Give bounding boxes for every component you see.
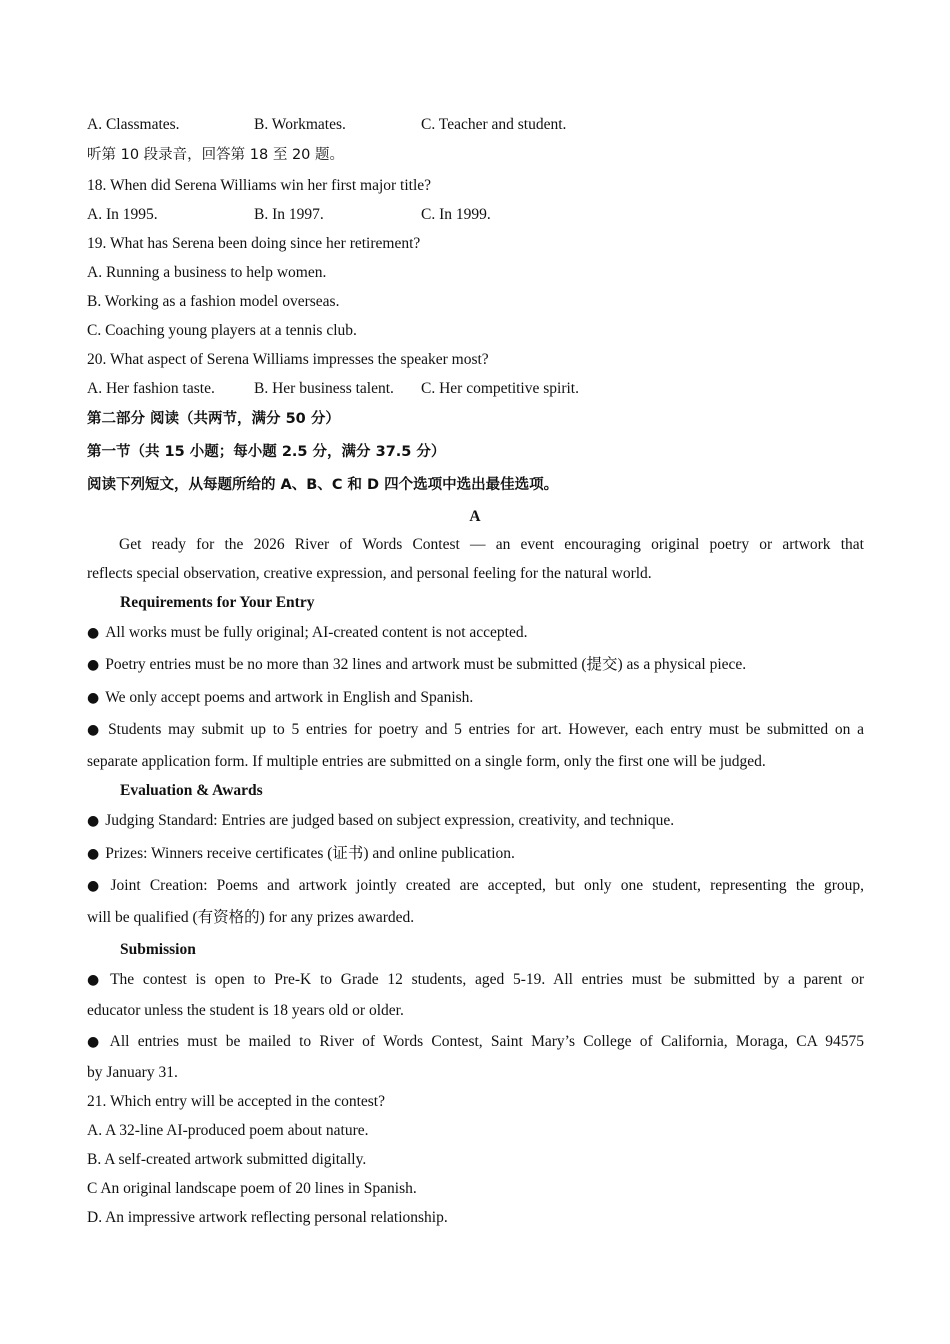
submission-1 — [87, 970, 864, 990]
evaluation-2 — [87, 844, 515, 864]
submission-2 — [87, 1032, 864, 1052]
q20-stem: 20. What aspect of Serena Williams impresses the speaker most? — [87, 351, 489, 368]
bullet-icon: ● — [87, 625, 100, 641]
q19-stem: 19. What has Serena been doing since her retirement? — [87, 235, 421, 252]
option-a: A. Classmates. — [87, 116, 180, 133]
q19-option-c: C. Coaching young players at a tennis club. — [87, 322, 357, 339]
bullet-icon: ● — [87, 722, 103, 738]
intro-line-1: Get ready for the 2026 River of Words Contest — an event encouraging original poetry or artwork that — [119, 536, 864, 553]
evaluation-heading: Evaluation & Awards — [120, 782, 263, 799]
requirement-text: Students may submit up to 5 entries for poetry and 5 entries for art. However, each entry must be submitted on a — [108, 721, 864, 738]
option-b: B. Workmates. — [254, 116, 346, 133]
reading-instructions: 阅读下列短文，从每题所给的 A、B、C 和 D 四个选项中选出最佳选项。 — [87, 477, 559, 493]
bullet-icon: ● — [87, 972, 105, 988]
option-b: B. In 1997. — [254, 206, 324, 223]
option-a: A. Her fashion taste. — [87, 380, 215, 397]
evaluation-3 — [87, 876, 864, 896]
requirement-2 — [87, 655, 746, 675]
evaluation-3-cont: will be qualified (有资格的) for any prizes awarded. — [87, 909, 415, 926]
part-2-heading: 第二部分 阅读（共两节，满分 50 分） — [87, 411, 340, 427]
bullet-icon: ● — [87, 878, 105, 894]
requirement-1 — [87, 623, 527, 643]
requirement-4-cont: separate application form. If multiple entries are submitted on a single form, only the first one will be judged. — [87, 753, 766, 770]
bullet-icon: ● — [87, 690, 100, 706]
submission-text: The contest is open to Pre-K to Grade 12 students, aged 5-19. All entries must be submitted by a parent or — [110, 971, 865, 988]
option-c: C. Teacher and student. — [421, 116, 567, 133]
evaluation-text: Judging Standard: Entries are judged based on subject expression, creativity, and technique. — [105, 812, 675, 829]
q21-option-c: C An original landscape poem of 20 lines in Spanish. — [87, 1180, 417, 1197]
q19-option-b: B. Working as a fashion model overseas. — [87, 293, 340, 310]
requirement-text: We only accept poems and artwork in English and Spanish. — [105, 689, 474, 706]
bullet-icon: ● — [87, 1034, 104, 1050]
evaluation-text: Joint Creation: Poems and artwork jointly created are accepted, but only one student, representing the group, — [110, 877, 864, 894]
bullet-icon: ● — [87, 657, 100, 673]
submission-text: All entries must be mailed to River of Words Contest, Saint Mary’s College of California, Moraga, CA 94575 — [109, 1033, 864, 1050]
submission-1-cont: educator unless the student is 18 years old or older. — [87, 1002, 404, 1019]
option-a: A. In 1995. — [87, 206, 158, 223]
intro-line-2: reflects special observation, creative expression, and personal feeling for the natural world. — [87, 565, 652, 582]
section-10-instruction: 听第 10 段录音，回答第 18 至 20 题。 — [87, 147, 345, 163]
bullet-icon: ● — [87, 813, 100, 829]
q18-stem: 18. When did Serena Williams win her first major title? — [87, 177, 432, 194]
option-c: C. In 1999. — [421, 206, 491, 223]
evaluation-1 — [87, 811, 674, 831]
q19-option-a: A. Running a business to help women. — [87, 264, 327, 281]
requirements-heading: Requirements for Your Entry — [120, 594, 315, 611]
option-c: C. Her competitive spirit. — [421, 380, 579, 397]
bullet-icon: ● — [87, 846, 100, 862]
requirement-3 — [87, 688, 473, 708]
submission-heading: Submission — [120, 941, 196, 958]
q21-option-b: B. A self-created artwork submitted digitally. — [87, 1151, 367, 1168]
q21-option-d: D. An impressive artwork reflecting personal relationship. — [87, 1209, 448, 1226]
submission-2-cont: by January 31. — [87, 1064, 178, 1081]
evaluation-text: Prizes: Winners receive certificates (证书) and online publication. — [105, 845, 515, 862]
q21-stem: 21. Which entry will be accepted in the contest? — [87, 1093, 385, 1110]
requirement-text: All works must be fully original; AI-created content is not accepted. — [105, 624, 528, 641]
option-b: B. Her business talent. — [254, 380, 394, 397]
requirement-4 — [87, 720, 864, 740]
requirement-text: Poetry entries must be no more than 32 lines and artwork must be submitted (提交) as a physical piece. — [105, 656, 747, 673]
part-2-section-1-heading: 第一节（共 15 小题；每小题 2.5 分，满分 37.5 分） — [87, 444, 446, 460]
q21-option-a: A. A 32-line AI-produced poem about nature. — [87, 1122, 369, 1139]
passage-label: A — [469, 508, 481, 525]
